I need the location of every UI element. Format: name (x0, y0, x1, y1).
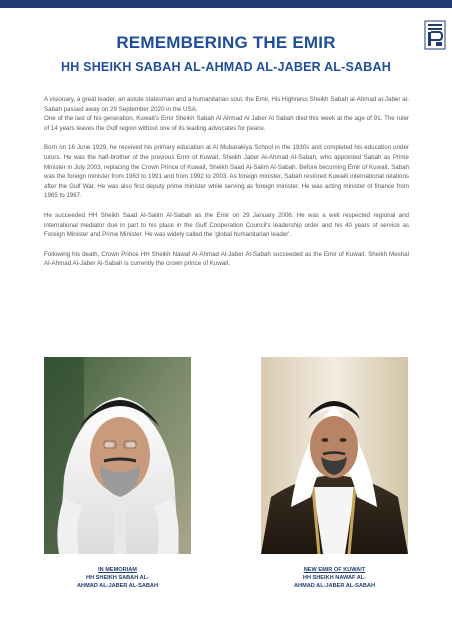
caption-late-emir (44, 566, 191, 590)
portrait-photo-new-emir (261, 357, 408, 554)
caption-left-line-2: AHMAD AL-JABER AL-SABAH (77, 583, 158, 589)
caption-left-line-1: HH SHEIKH SABAH AL- (86, 575, 149, 581)
page-subtitle: HH SHEIKH SABAH AL-AHMAD AL-JABER AL-SABAH (61, 60, 391, 74)
paragraph-3: Born on 16 June 1929, he received his primary education at Al Mubarakiya School in the 1930s and completed his education under tutors. He was the half-brother of the previous Emir of Kuwait, Sheikh Jaber Al-Ahmad Al-Sabah, who appointed Sabah as Prime Minister in July 2003, replacing the Crown Prince of Kuwait, Sheikh Saad Al-Salim Al-Sabah. Before becoming Emir of Kuwait, Sabah was the foreign minister from 1963 to 1991 and from 1992 to 2003. As foreign minister, Sabah restored Kuwaiti international relations after the Gulf War. He was also first deputy prime minister while serving as foreign minister. He was acting minister of finance from 1965 to 1967. (44, 144, 409, 200)
caption-right-line-1: HH SHEIKH NAWAF AL- (302, 575, 367, 581)
top-bar (0, 0, 452, 8)
page-title: REMEMBERING THE EMIR (116, 33, 336, 52)
paragraph-4: He succeeded HH Sheikh Saad Al-Salim Al-Sabah as the Emir on 29 January 2006. He was a well respected regional and international mediator due in part to his place in the Gulf Cooperation Council's leadership order and his 40 years of service as Foreign Minister and Prime Minister. He was widely called the 'global humanitarian leader'. (44, 211, 409, 239)
caption-right-line-2: AHMAD AL-JABER AL-SABAH (294, 583, 375, 589)
paragraph-1: A visionary, a great leader, an astute statesman and a humanitarian soul, the Emir, His Highness Sheikh Sabah al-Ahmad al-Jaber al-Sabah passed away on 29 September 2020 in the USA. (44, 96, 409, 113)
caption-new-emir (261, 566, 408, 590)
portrait-photo-late-emir (44, 357, 191, 554)
caption-right-heading: NEW EMIR OF KUWAIT (303, 567, 366, 573)
paragraph-2: One of the last of his generation, Kuwait's Emir Sheikh Sabah Al Ahmad Al Jaber Al Sabah died this week at the age of 91. The ruler of 14 years leaves the Gulf region without one of its leading advocates for peace. (44, 115, 409, 132)
caption-left-heading: IN MEMORIAM (98, 567, 137, 573)
paragraph-5: Following his death, Crown Prince HH Sheikh Nawaf Al-Ahmad Al-Jaber Al-Sabah succeeded as the Emir of Kuwait. Sheikh Meshal Al-Ahmad Al-Jaber Al-Sabah is currently the crown prince of Kuwait. (44, 250, 409, 268)
article-body (44, 95, 409, 279)
